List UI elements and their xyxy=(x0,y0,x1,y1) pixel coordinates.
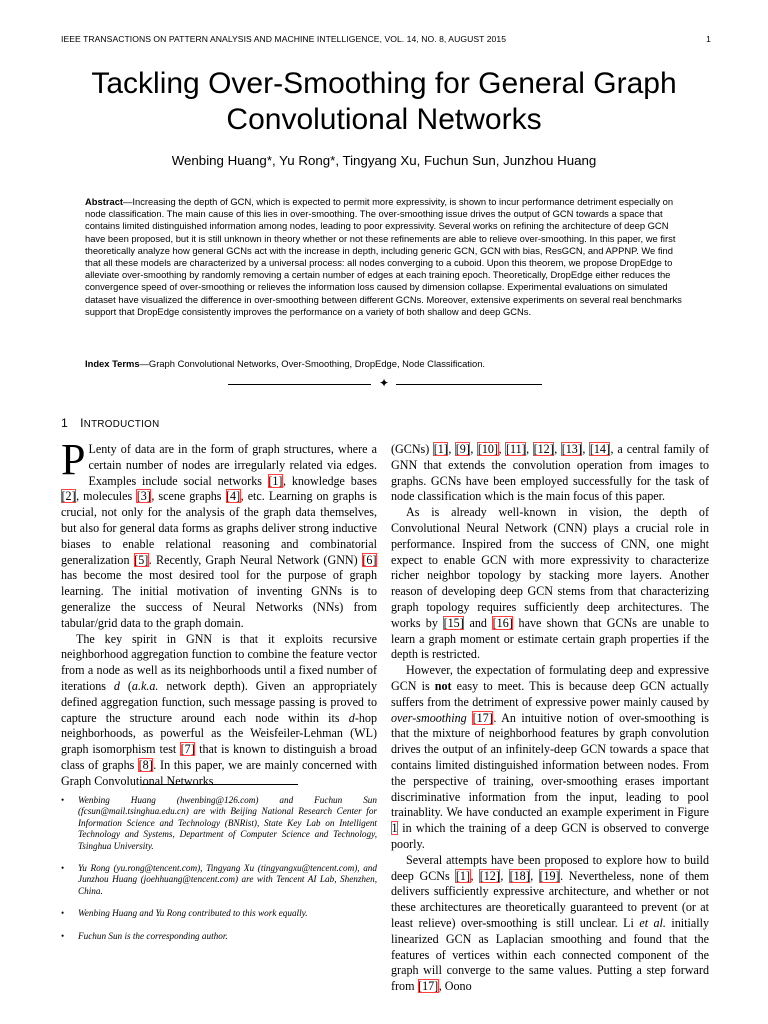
citation-link[interactable]: [11] xyxy=(505,442,526,456)
math-variable: d xyxy=(348,710,355,725)
citation-link[interactable]: [15] xyxy=(443,615,464,630)
citation-link[interactable]: [14] xyxy=(589,442,610,456)
index-terms xyxy=(85,358,683,370)
text-run: ( xyxy=(119,678,132,693)
footnote-item xyxy=(61,795,377,852)
text-run: network depth). Given an appropriately defined aggregation function, such message passing is proved to capture the structure around each node within its xyxy=(61,678,377,725)
footnote-item xyxy=(61,863,377,897)
text-run: -hop neighborhoods, as powerful as the Weisfeiler-Lehman (WL) graph isomorphism test xyxy=(61,710,377,757)
abstract xyxy=(85,196,683,318)
bold-text: not xyxy=(434,678,452,693)
separator: , xyxy=(530,868,539,883)
journal-name: IEEE TRANSACTIONS ON PATTERN ANALYSIS AND MACHINE INTELLIGENCE, VOL. 14, NO. 8, AUGUST 2015 xyxy=(61,34,507,44)
citation-link[interactable]: [7] xyxy=(180,742,195,757)
citation-link[interactable]: [9] xyxy=(455,442,470,456)
citation-link[interactable]: [5] xyxy=(134,552,149,567)
citation-link[interactable]: [18] xyxy=(509,868,530,883)
section-heading-introduction xyxy=(61,416,159,430)
text-run: , a central family of GNN that extends the convolution operation from images to graphs. GCNs have been employed successfully for the task of node classification which is the main focus of this paper. xyxy=(391,442,710,504)
title-line-2: Convolutional Networks xyxy=(226,103,542,136)
footnote-text: Fuchun Sun is the corresponding author. xyxy=(78,930,228,941)
text-run: that is known to distinguish a broad class of graphs xyxy=(61,742,377,772)
separator: , xyxy=(526,442,534,456)
index-terms-text: —Graph Convolutional Networks, Over-Smoothing, DropEdge, Node Classification. xyxy=(139,358,486,369)
citation-link[interactable]: [1] xyxy=(455,868,471,883)
abstract-label: Abstract xyxy=(85,196,124,207)
text-run: Several attempts have been proposed to explore how to build deep GCNs xyxy=(391,852,709,883)
figure-reference-link[interactable]: 1 xyxy=(391,821,398,836)
paragraph xyxy=(61,632,377,790)
text-run: initially linearized GCN as Laplacian smoothing and found that the features of vertices within each connected component of the graph will converge to the same values. Putting a step forward from xyxy=(391,915,709,994)
citation-link[interactable]: [19] xyxy=(539,868,560,883)
citation-link[interactable]: [12] xyxy=(479,868,500,883)
page-number: 1 xyxy=(706,34,711,44)
left-column xyxy=(61,435,377,790)
text-run: and xyxy=(464,615,493,630)
running-header xyxy=(61,34,711,44)
drop-cap: P xyxy=(61,435,86,484)
bullet-icon: • xyxy=(61,930,65,941)
right-column xyxy=(391,442,709,995)
text-run: , Oono xyxy=(438,979,472,994)
footnote-text: Wenbing Huang and Yu Rong contributed to this work equally. xyxy=(78,908,308,919)
text-run: has become the most desired tool for the purpose of graph learning. The initial motivation of inventing GNNs is to generalize the success of Neural Networks (NNs) from tabular/grid data to the graph domain. xyxy=(61,568,377,630)
citation-link[interactable]: [17] xyxy=(418,979,439,994)
citation-link[interactable]: [10] xyxy=(477,442,498,456)
text-run: Lenty of data are in the form of graph structures, where a certain number of nodes are irregularly related via edges. Examples include social networks xyxy=(88,442,377,488)
section-number: 1 xyxy=(61,416,69,430)
divider-ornament: ✦ xyxy=(378,376,390,390)
citation-link[interactable]: [6] xyxy=(362,552,377,567)
text-run: have shown that GCNs are unable to learn a graph moment or estimate certain graph properties if the depth is restricted. xyxy=(391,615,710,662)
separator: , xyxy=(448,442,456,456)
section-title-initial: I xyxy=(80,416,84,430)
emphasis: a.k.a. xyxy=(131,678,159,693)
text-run: . Recently, Graph Neural Network (GNN) xyxy=(148,552,362,567)
text-run: , scene graphs xyxy=(151,489,226,504)
title-line-1: Tackling Over-Smoothing for General Graph xyxy=(91,67,677,100)
text-run: . In this paper, we are mainly concerned with Graph Convolutional Networks xyxy=(61,757,377,788)
text-run: As is already well-known in vision, the depth of Convolutional Neural Network (CNN) plays a crucial role in performance. Inspired from the success of CNN, one might expect to enable GCN with more expressivity to characterize richer neighbor topology by stacking more layers. Another reason of developing deep GCN stems from that characterizing graph topology requires sufficiently deep architectures. The works by xyxy=(391,505,709,630)
citation-link[interactable]: [4] xyxy=(226,489,241,504)
abstract-text: —Increasing the depth of GCN, which is expected to permit more expressivity, is shown to incur performance detriment especially on node classification. The main cause of this lies in over-smoothing. The over-smoothing issue drives the output of GCN towards a space that contains limited distinguished information among nodes, leading to poor expressivity. Several works on refining the architecture of deep GCN have been proposed, but it is still unknown in theory whether or not these refinements are able to relieve over-smoothing. In this paper, we first theoretically analyze how general GCNs act with the increase in depth, including generic GCN, GCN with bias, ResGCN, and APPNP. We find that all these models are characterized by a universal process: all nodes converging to a cuboid. Upon this theorem, we propose DropEdge to alleviate over-smoothing by randomly removing a certain number of edges at each training epoch. Theoretically, DropEdge either reduces the convergence speed of over-smoothing or relieves the information loss caused by dimension collapse. Experimental evaluations on simulated dataset have visualized the difference in over-smoothing between different GCNs. Moreover, extensive experiments on several real benchmarks support that DropEdge consistently improves the performance on a variety of both shallow and deep GCNs. xyxy=(85,196,682,317)
text-run: , etc. Learning on graphs is crucial, not only for the analysis of the graph data themselves, but also for general data forms as graphs deliver strong inductive biases to enable relational reasoning and combinatorial generalization xyxy=(61,489,377,567)
footnote-item xyxy=(61,908,377,919)
separator: , xyxy=(500,868,510,883)
math-variable: d xyxy=(113,678,120,693)
emphasis: over-smoothing xyxy=(391,710,467,725)
bullet-icon: • xyxy=(61,863,65,874)
separator: , xyxy=(554,442,562,456)
separator: , xyxy=(470,868,480,883)
citation-link[interactable]: [13] xyxy=(561,442,582,456)
paragraph xyxy=(391,663,709,853)
separator: , xyxy=(470,442,478,456)
paragraph xyxy=(61,435,377,632)
divider-rule-left xyxy=(228,384,371,385)
text-run: . An intuitive notion of over-smoothing is that the mixture of neighborhood features by graph convolution drives the output of an infinitely-deep GCN towards a space that contains limited distinguished information between nodes. From the perspective of training, over-smoothing erases important discriminative information from the input, leading to pool trainablity. We have conducted an example experiment in Figure xyxy=(391,710,709,820)
citation-link[interactable]: [2] xyxy=(61,489,76,504)
paragraph xyxy=(391,442,709,505)
citation-link[interactable]: [1] xyxy=(268,473,283,488)
paragraph xyxy=(391,505,709,663)
section-title-rest: NTRODUCTION xyxy=(83,419,160,430)
text-run: (GCNs) xyxy=(391,442,434,456)
citation-link[interactable]: [3] xyxy=(136,489,151,504)
citation-link[interactable]: [1] xyxy=(433,442,448,456)
citation-link[interactable]: [12] xyxy=(533,442,554,456)
text-run: The key spirit in GNN is that it exploits recursive neighborhood aggregation function to combine the feature vector from a node as well as its neighborhoods until a fixed number of iterations xyxy=(61,631,377,693)
footnote-item xyxy=(61,931,377,942)
emphasis: et al. xyxy=(639,915,666,930)
separator: , xyxy=(498,442,506,456)
bullet-icon: • xyxy=(61,795,65,805)
author-list: Wenbing Huang*, Yu Rong*, Tingyang Xu, Fuchun Sun, Junzhou Huang xyxy=(171,153,597,168)
footnote-text: Wenbing Huang (hwenbing@126.com) and Fuchun Sun (fcsun@mail.tsinghua.edu.cn) are with Beijing National Research Center for Information Science and Technology (BNRist), State Key Lab on Intelligent Technology and Systems, Department of Computer Science and Technology, Tsinghua University. xyxy=(78,795,377,851)
separator: , xyxy=(582,442,590,456)
text-run: . Nevertheless, none of them delivers sufficiently expressive architecture, and whether or not these architectures are theoretically guaranteed to prevent (or at least relieve) over-smoothing is still unclear. Li xyxy=(391,868,710,930)
citation-link[interactable]: [16] xyxy=(492,615,513,630)
citation-link[interactable]: [17] xyxy=(472,710,493,725)
paragraph xyxy=(391,853,709,995)
text-run: , molecules xyxy=(76,489,137,504)
text-run: easy to meet. This is because deep GCN actually suffers from the detriment of expressive power mainly caused by xyxy=(391,678,709,709)
text-run: , knowledge bases xyxy=(282,473,377,488)
text-run: However, the expectation of formulating deep and expressive GCN is xyxy=(391,663,709,693)
footnote-rule xyxy=(142,784,298,785)
divider-rule-right xyxy=(396,384,542,385)
index-terms-label: Index Terms xyxy=(85,358,140,369)
paper-title xyxy=(60,66,708,138)
bullet-icon: • xyxy=(61,908,65,919)
footnote-text: Yu Rong (yu.rong@tencent.com), Tingyang Xu (tingyangxu@tencent.com), and Junzhou Huang (joehhuang@tencent.com) are with Tencent AI Lab, Shenzhen, China. xyxy=(78,863,377,896)
citation-link[interactable]: [8] xyxy=(138,757,153,772)
footnotes xyxy=(61,795,377,953)
text-run: in which the training of a deep GCN is observed to converge poorly. xyxy=(391,821,709,851)
